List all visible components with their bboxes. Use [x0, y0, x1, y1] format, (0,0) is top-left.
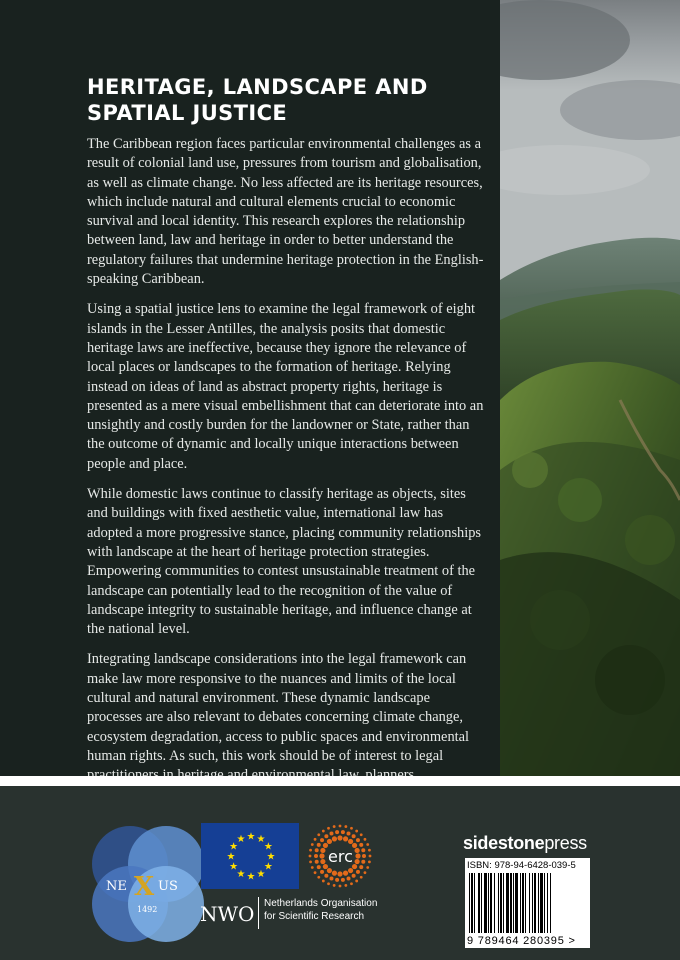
blurb-paragraph: While domestic laws continue to classify heritage as objects, sites and buildings with fixed aesthetic value, international law has adopted a more progressive stance, placing community relationships with landscape at the heart of heritage protection strategies. Empowering communities to contest unsustainable treatment of the landscape can potentially lead to the recognition of the value of landscape integrity to sustainable heritage, and influence change at the national level. [87, 486, 482, 638]
erc-dot [337, 835, 342, 840]
erc-dot [322, 880, 325, 883]
eu-star-icon: ★ [226, 851, 236, 863]
publisher-logo [463, 833, 587, 854]
erc-dot [339, 885, 342, 888]
erc-dot [359, 843, 363, 847]
erc-dot [317, 876, 320, 879]
erc-dot [337, 871, 342, 876]
erc-dot [344, 884, 347, 887]
erc-dot [364, 838, 367, 841]
nexus-ne-text: NE [106, 879, 127, 894]
erc-dot [324, 874, 328, 878]
eu-star-icon: ★ [266, 851, 276, 863]
erc-dot [320, 870, 324, 874]
erc-dot [314, 871, 317, 874]
eu-star-icon: ★ [236, 834, 246, 846]
erc-dot [356, 870, 360, 874]
barcode-bar [529, 873, 530, 933]
erc-dot [352, 834, 356, 838]
barcode-bar [506, 873, 509, 933]
barcode-bar [481, 873, 482, 933]
erc-dot [368, 860, 371, 863]
eu-star-icon: ★ [246, 831, 256, 843]
barcode-bar [478, 873, 480, 933]
publisher-name-light: press [544, 833, 587, 853]
erc-dot [362, 854, 366, 858]
eu-star-icon: ★ [246, 871, 256, 883]
erc-dot [317, 833, 320, 836]
erc-dot [314, 854, 318, 858]
nexus-logo [84, 820, 212, 948]
erc-dot [361, 848, 365, 852]
erc-dot [368, 849, 371, 852]
erc-dot [347, 876, 351, 880]
nexus-year-text: 1492 [137, 905, 158, 914]
erc-dot [366, 843, 369, 846]
erc-dot [315, 860, 319, 864]
erc-dot [347, 832, 351, 836]
barcode-bar [534, 873, 536, 933]
title-line-2: SPATIAL JUSTICE [87, 101, 288, 125]
nwo-mark: NWO [200, 902, 255, 926]
eu-flag-logo [201, 823, 299, 889]
erc-dot [320, 848, 325, 853]
barcode-bar [490, 873, 492, 933]
erc-dot [314, 838, 317, 841]
erc-dot [343, 871, 348, 876]
eu-star-icon: ★ [256, 834, 266, 846]
barcode [465, 858, 590, 948]
landscape-photo [500, 0, 680, 776]
blurb-paragraph: Integrating landscape considerations into the legal framework can make law more responsive to the nuances and limits of the local cultural and natural environment. These dynamic landscape processes are also relevant to debates concerning climate change, ecosystem degradation, access to public spaces and environmental human rights. As such, this work should be of interest to legal [87, 651, 470, 764]
erc-dot [332, 836, 337, 841]
nwo-name-line1: Netherlands Organisation [264, 898, 378, 909]
blurb-paragraph: The Caribbean region faces particular environmental challenges as a result of colonial land use, pressures from tourism and globalisation, as well as climate change. No less affected are its heritage resources, which include natural and cultural elements crucial to economic survival and local identity. This research explores the relationship between land, law and heritage in order to better understand the regulatory failures that undermine heritage protection in the English-speaking Caribbean. [87, 136, 484, 288]
publisher-name-bold: sidestone [463, 833, 545, 853]
barcode-bar [525, 873, 526, 933]
erc-dot [361, 860, 365, 864]
eu-star-icon: ★ [263, 861, 273, 873]
nexus-x-text: X [134, 872, 155, 902]
barcode-bar [520, 873, 521, 933]
barcode-bar [547, 873, 548, 933]
erc-dot [329, 832, 333, 836]
erc-dot [355, 830, 358, 833]
nwo-separator [258, 897, 259, 929]
nwo-name [264, 897, 377, 923]
erc-dot [311, 843, 314, 846]
erc-dot [327, 882, 330, 885]
erc-dot [327, 868, 332, 873]
book-title [87, 74, 487, 126]
erc-dot [333, 884, 336, 887]
erc-dot [335, 878, 339, 882]
blurb-paragraph: Using a spatial justice lens to examine the legal framework of eight islands in the Lesser Antilles, the analysis posits that domestic heritage laws are ineffective, because they ignore the relevance of local places or landscapes to the formation of heritage. Relying instead on ideas of land as abstract property rights, heritage is presented as a mere visual embellishment that can deteriorate into an unsightly and costly burden for the landowner or State, rather than the outcome of dynamic and locally unique interactions between people and place. [87, 301, 484, 472]
erc-dot [309, 860, 312, 863]
erc-dot [360, 876, 363, 879]
erc-dot [320, 838, 324, 842]
erc-dot [332, 871, 337, 876]
barcode-bar [471, 873, 473, 933]
erc-dot [359, 865, 363, 869]
isbn-label: ISBN: 978-94-6428-039-5 [467, 860, 576, 871]
erc-dot [356, 838, 360, 842]
erc-dot [364, 871, 367, 874]
erc-dot [352, 874, 356, 878]
barcode-bar [469, 873, 470, 933]
erc-dot [319, 853, 324, 858]
erc-dot [343, 836, 348, 841]
erc-dot [355, 848, 360, 853]
barcode-bar [513, 873, 514, 933]
erc-dot [369, 855, 372, 858]
erc-dot [355, 853, 360, 858]
eu-star-icon: ★ [263, 841, 273, 853]
barcode-bar [538, 873, 539, 933]
erc-dot [355, 880, 358, 883]
barcode-bar [544, 873, 545, 933]
barcode-bar [515, 873, 518, 933]
erc-dot [327, 827, 330, 830]
barcode-digits: 9 789464 280395 > [467, 935, 576, 947]
title-line-1: HERITAGE, LANDSCAPE AND [87, 75, 428, 99]
barcode-bar [484, 873, 487, 933]
blurb [87, 135, 487, 835]
erc-dot [350, 827, 353, 830]
erc-dot [366, 866, 369, 869]
erc-dot [324, 834, 328, 838]
barcode-bar [503, 873, 504, 933]
barcode-bar [500, 873, 502, 933]
divider [0, 776, 680, 786]
barcode-bar [474, 873, 475, 933]
barcode-bar [522, 873, 524, 933]
erc-dot [315, 848, 319, 852]
erc-dot [348, 868, 353, 873]
eu-star-icon: ★ [229, 861, 239, 873]
erc-dot [360, 833, 363, 836]
erc-dot [341, 830, 345, 834]
erc-dot [333, 825, 336, 828]
barcode-bars [469, 873, 586, 933]
erc-dot [309, 855, 312, 858]
erc-dot [355, 859, 360, 864]
erc-dot [329, 876, 333, 880]
erc-dot [309, 849, 312, 852]
barcode-bar [494, 873, 495, 933]
eu-star-icon: ★ [256, 868, 266, 880]
erc-dot [350, 882, 353, 885]
eu-star-icon: ★ [229, 841, 239, 853]
nwo-name-line2: for Scientific Research [264, 911, 365, 922]
erc-dot [327, 839, 332, 844]
eu-star-icon: ★ [236, 868, 246, 880]
erc-dot [348, 839, 353, 844]
barcode-bar [498, 873, 499, 933]
erc-logo [306, 822, 374, 890]
nwo-logo [200, 893, 390, 933]
erc-dot [344, 825, 347, 828]
erc-dot [339, 825, 342, 828]
erc-dot [320, 859, 325, 864]
erc-dot [322, 830, 325, 833]
barcode-bar [550, 873, 551, 933]
barcode-bar [488, 873, 489, 933]
erc-dot [317, 865, 321, 869]
barcode-bar [532, 873, 533, 933]
erc-dot [311, 866, 314, 869]
erc-dot [335, 830, 339, 834]
erc-text: erc [328, 847, 353, 866]
nexus-us-text: US [158, 879, 178, 894]
erc-dot [341, 878, 345, 882]
barcode-bar [510, 873, 512, 933]
erc-dot [317, 843, 321, 847]
barcode-bar [540, 873, 543, 933]
